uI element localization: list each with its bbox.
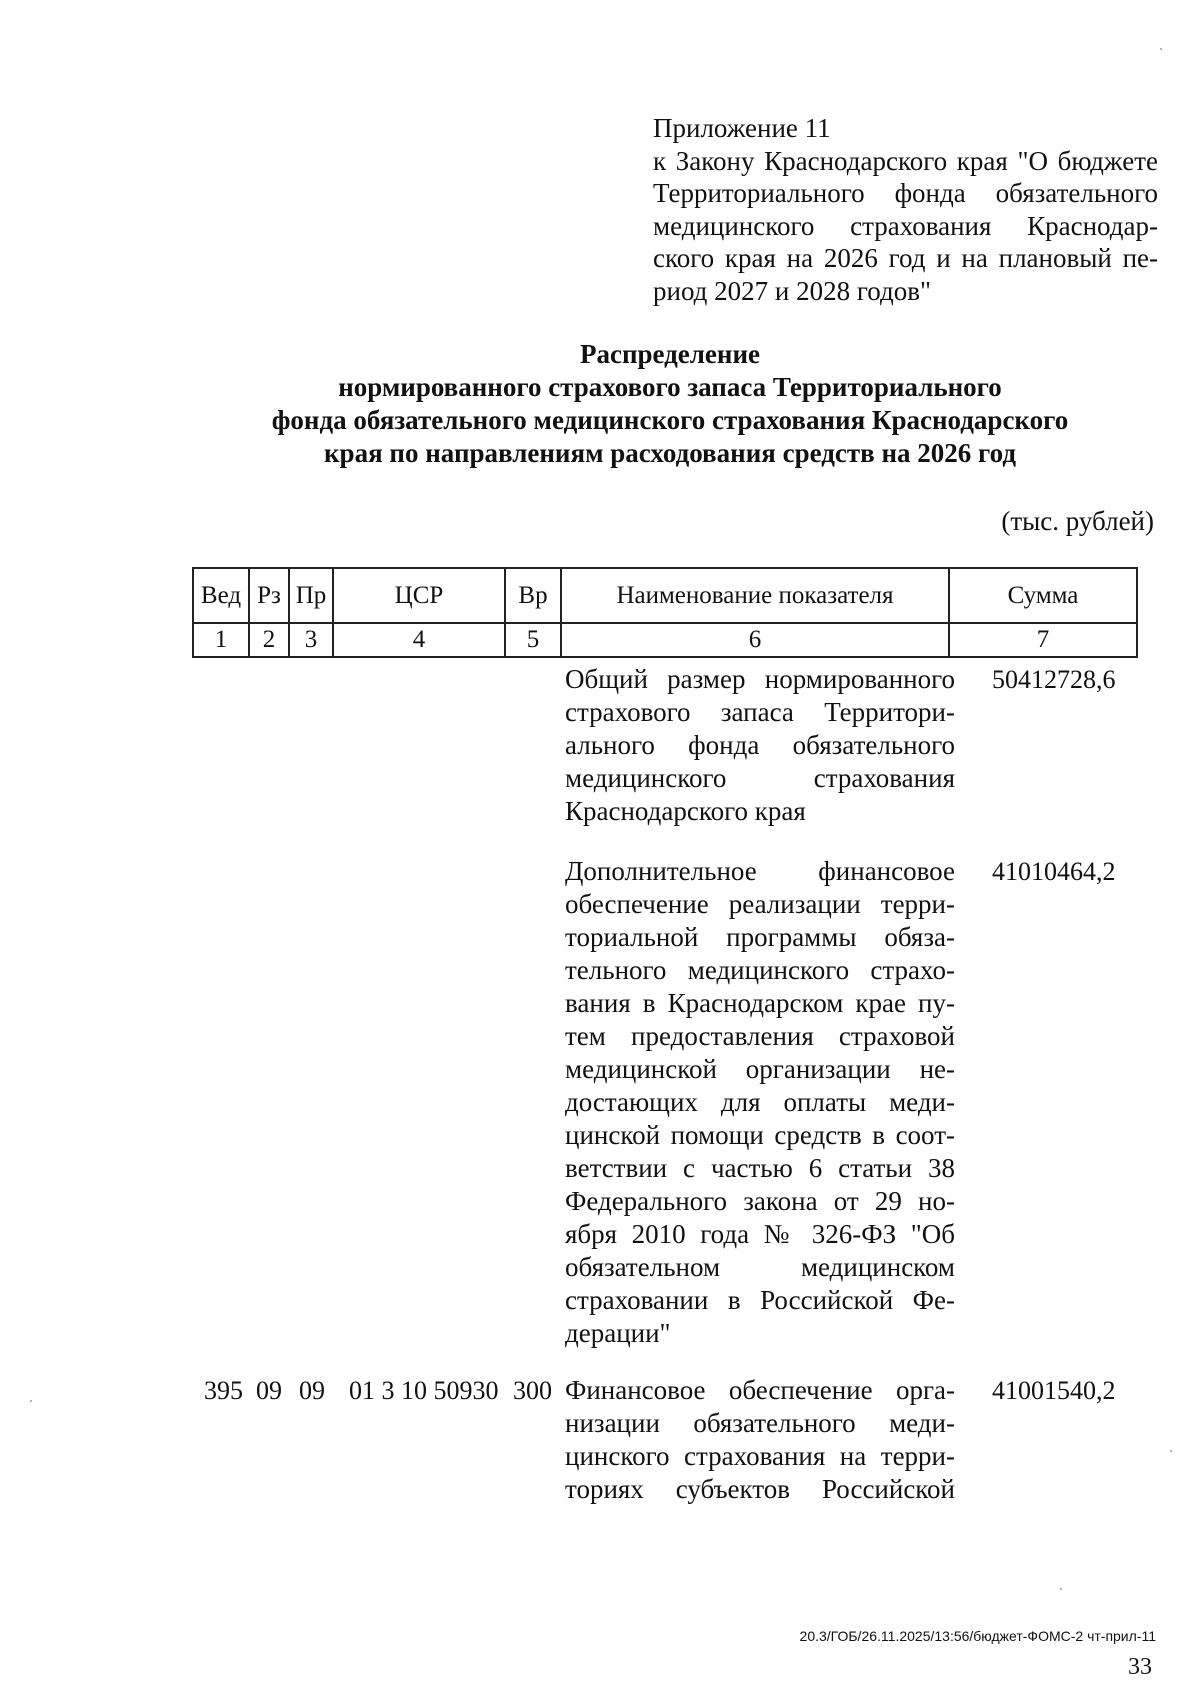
row-2-line-5: вания в Краснодарском крае пу- [565, 988, 955, 1018]
row-3-line-3: цинского страхования на терри- [565, 1441, 955, 1471]
row-3-ved: 395 [204, 1376, 243, 1405]
title-line-1: Распределение [579, 339, 761, 369]
colnum-2: 2 [249, 623, 289, 657]
row-1-amount: 50412728,6 [992, 665, 1116, 694]
row-1-description [565, 663, 955, 828]
header-ved: Вед [193, 568, 249, 623]
title-line-3: фонда обязательного медицинского страхования Краснодарского [271, 405, 1069, 435]
row-2-line-1: Дополнительное финансовое [565, 856, 955, 886]
row-2-line-12: ября 2010 года № 326-ФЗ "Об [565, 1219, 955, 1249]
row-2-line-15: дерации" [565, 1318, 671, 1348]
row-3-rz: 09 [256, 1376, 282, 1405]
colnum-7: 7 [949, 623, 1137, 657]
scan-speck [1160, 48, 1162, 50]
footer-stamp: 20.3/ГОБ/26.11.2025/13:56/бюджет-ФОМС-2 чт-прил-11 [799, 1628, 1156, 1644]
scan-speck [1170, 1450, 1172, 1452]
appendix-line-1: Приложение 11 [653, 113, 831, 143]
row-2-line-10: ветствии с частью 6 статьи 38 [565, 1153, 955, 1183]
row-3-amount: 41001540,2 [992, 1376, 1116, 1405]
title-line-2: нормированного страхового запаса Территориального [338, 372, 1002, 402]
table-header [192, 567, 1138, 658]
row-1-line-1: Общий размер нормированного [565, 664, 955, 694]
colnum-6: 6 [561, 623, 949, 657]
colnum-4: 4 [333, 623, 505, 657]
scan-speck [1060, 1588, 1062, 1590]
row-3-line-4: ториях субъектов Российской [565, 1474, 955, 1504]
colnum-3: 3 [289, 623, 333, 657]
title-line-4: края по направлениям расходования средств на 2026 год [324, 438, 1016, 468]
colnum-5: 5 [505, 623, 561, 657]
row-2-line-3: ториальной программы обяза- [565, 922, 955, 952]
appendix-line-6: риод 2027 и 2028 годов" [653, 275, 931, 306]
header-sum: Сумма [949, 568, 1137, 623]
row-1-line-5: Краснодарского края [565, 796, 806, 826]
row-2-amount: 41010464,2 [992, 857, 1116, 886]
row-1-line-2: страхового запаса Территори- [565, 697, 955, 727]
colnum-1: 1 [193, 623, 249, 657]
row-2-line-13: обязательном медицинском [565, 1252, 955, 1282]
page-number: 33 [1128, 1654, 1152, 1680]
appendix-line-5: ского края на 2026 год и на плановый пе- [653, 243, 1158, 273]
appendix-line-2: к Закону Краснодарского края "О бюджете [653, 145, 1158, 176]
row-2-line-11: Федерального закона от 29 но- [565, 1186, 955, 1216]
row-3-description [565, 1374, 955, 1506]
row-3-pr: 09 [299, 1376, 325, 1405]
appendix-line-3: Территориального фонда обязательного [653, 178, 1158, 208]
row-3-line-2: низации обязательного меди- [565, 1408, 955, 1438]
units-label: (тыс. рублей) [1001, 506, 1154, 536]
document-title [180, 338, 1160, 470]
row-2-line-2: обеспечение реализации терри- [565, 889, 955, 919]
header-pr: Пр [289, 568, 333, 623]
row-2-line-8: достающих для оплаты меди- [565, 1087, 955, 1117]
appendix-line-4: медицинского страхования Краснодар- [653, 210, 1158, 241]
scan-speck [30, 1400, 32, 1402]
row-3-line-1: Финансовое обеспечение орга- [565, 1375, 955, 1405]
row-1-line-4: медицинского страхования [565, 763, 955, 793]
row-2-line-7: медицинской организации не- [565, 1054, 955, 1084]
header-vr: Вр [505, 568, 561, 623]
row-3-csr: 01 3 10 50930 [349, 1376, 499, 1405]
row-2-line-9: цинской помощи средств в соот- [565, 1120, 955, 1150]
header-csr: ЦСР [333, 568, 505, 623]
row-3-vr: 300 [513, 1376, 552, 1405]
row-2-description [565, 855, 955, 1350]
appendix-block [653, 112, 1158, 307]
header-name: Наименование показателя [561, 568, 949, 623]
row-2-line-6: тем предоставления страховой [565, 1021, 955, 1051]
row-2-line-14: страховании в Российской Фе- [565, 1285, 955, 1315]
header-rz: Рз [249, 568, 289, 623]
row-1-line-3: ального фонда обязательного [565, 730, 955, 760]
row-2-line-4: тельного медицинского страхо- [565, 955, 955, 985]
